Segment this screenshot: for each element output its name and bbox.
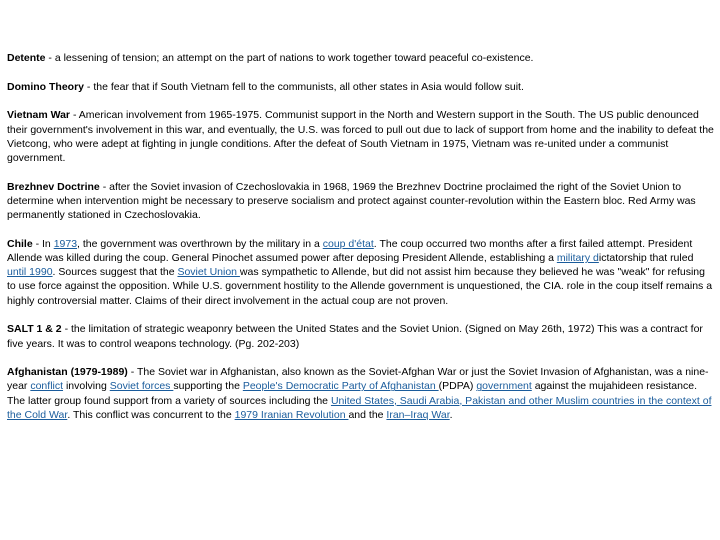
entry-brezhnev-doctrine <box>7 180 715 223</box>
entry-afghanistan <box>7 365 715 422</box>
entry-term: Vietnam War <box>7 109 71 122</box>
entry-text: - the fear that if South Vietnam fell to the communists, all other states in Asia would follow suit. <box>84 80 524 93</box>
entry-text: , the government was overthrown by the military in a <box>77 237 323 250</box>
entry-text: and the <box>348 408 387 421</box>
entry-text: - after the Soviet invasion of Czechoslovakia in 1968, 1969 the Brezhnev Doctrine proclaimed the right of the Soviet Union to determine when intervention might be necessary to preserve socialism and protect against counter-revolution within the Eastern bloc. Red Army was permanently stationed in Czechoslovakia. <box>7 180 696 222</box>
entry-link[interactable]: People's Democratic Party of Afghanistan <box>242 380 439 393</box>
entry-term: Domino Theory <box>7 80 85 93</box>
entry-text: against the mujahideen resistance. The latter group found support from a variety of sources including the <box>7 380 697 407</box>
entry-text: involving <box>63 380 110 393</box>
entry-term: SALT 1 & 2 <box>7 323 62 336</box>
entry-term: Chile <box>7 237 33 250</box>
entry-salt <box>7 322 715 350</box>
entry-link[interactable]: government <box>476 380 532 393</box>
entry-text: - American involvement from 1965-1975. Communist support in the North and Western support in the South. The US public denounced their government's involvement in this war, and eventually, the U.S. was forced to pull out due to lack of support from home and the inability to defeat the Vietcong, who were adept at fighting in jungle conditions. After the defeat of South Vietnam in 1975, Vietnam was re-united under a communist government. <box>7 109 714 165</box>
entry-term: Detente <box>7 52 46 64</box>
entry-link[interactable]: United States, Saudi Arabia, Pakistan and other Muslim countries in the context of the Cold War <box>7 394 712 421</box>
entry-text: . This conflict was concurrent to the <box>67 408 235 421</box>
entry-text: . The coup occurred two months after a first failed attempt. President Allende was killed during the coup. General Pinochet assumed power after deposing President Allende, establishing a <box>7 237 693 265</box>
entry-text: - In <box>32 237 54 250</box>
entry-text: - a lessening of tension; an attempt on the part of nations to work together toward peaceful co-existence. <box>45 52 534 64</box>
entry-domino-theory <box>7 80 715 94</box>
entry-text: ictatorship that ruled <box>598 252 694 265</box>
entry-link[interactable]: until 1990 <box>7 266 53 279</box>
entry-link[interactable]: military d <box>556 252 599 265</box>
entry-link[interactable]: conflict <box>30 380 64 393</box>
entry-detente <box>7 51 715 65</box>
entry-link[interactable]: Iran–Iraq War <box>386 408 450 421</box>
entry-link[interactable]: 1973 <box>53 237 78 250</box>
entry-text: (PDPA) <box>438 380 477 393</box>
entry-term: Afghanistan (1979-1989) <box>7 366 128 379</box>
entry-link[interactable]: Soviet forces <box>109 380 174 393</box>
entry-chile <box>7 237 715 308</box>
entry-vietnam-war <box>7 108 715 165</box>
entry-link[interactable]: 1979 Iranian Revolution <box>234 408 349 421</box>
entry-text: supporting the <box>173 380 243 393</box>
entry-link[interactable]: Soviet Union <box>177 266 240 279</box>
entry-link[interactable]: coup d'état <box>322 237 374 250</box>
entry-text: . <box>449 408 453 421</box>
document-body <box>7 51 715 437</box>
entry-text: . Sources suggest that the <box>52 266 178 279</box>
entry-text: - The Soviet war in Afghanistan, also known as the Soviet-Afghan War or just the Soviet Invasion of Afghanistan, was a nine-year <box>7 366 709 393</box>
entry-term: Brezhnev Doctrine <box>7 180 100 193</box>
entry-text: was sympathetic to Allende, but did not assist him because they believed he was "weak" for refusing to use force against the opposition. While U.S. government hostility to the Allende government is unquestioned, the CIA. role in the coup itself remains a highly controversial matter. Claims of their direct involvement in the actual coup are not proven. <box>7 266 713 307</box>
entry-text: - the limitation of strategic weaponry between the United States and the Soviet Union. (Signed on May 26th, 1972) This was a contract for five years. It was to control weapons technology. (Pg. 202-203) <box>7 323 703 350</box>
